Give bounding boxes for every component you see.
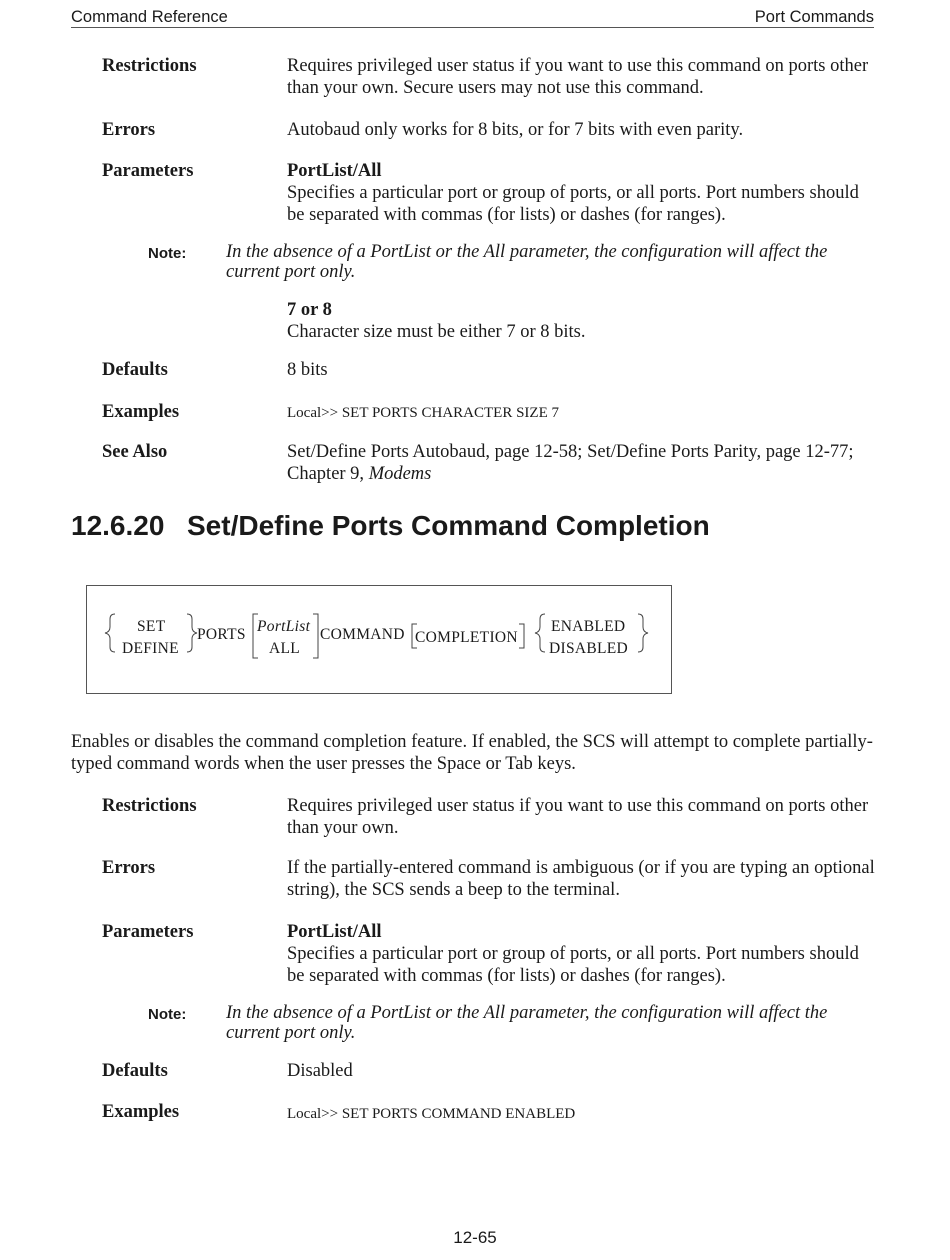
parameter-name: 7 or 8	[287, 300, 332, 320]
syntax-completion: COMPLETION	[415, 629, 518, 646]
section-heading	[71, 510, 710, 542]
parameter-description: Specifies a particular port or group of ports, or all ports. Port numbers should be separated with commas (for lists) or dashes (for ranges).	[287, 944, 859, 986]
see-also-references: Set/Define Ports Autobaud, page 12-58; Set/Define Ports Parity, page 12-77; Chapter 9,	[287, 442, 854, 484]
right-brace	[638, 614, 648, 652]
section-description: Enables or disables the command completion feature. If enabled, the SCS will attempt to complete partially-typed command words when the user presses the Space or Tab keys.	[71, 732, 873, 774]
see-also-chapter-title: Modems	[368, 464, 432, 484]
section-number: 12.6.20	[71, 510, 165, 541]
restrictions-text: Requires privileged user status if you want to use this command on ports other than your own.	[287, 796, 869, 838]
examples-label: Examples	[102, 1102, 180, 1122]
errors-label: Errors	[102, 120, 156, 140]
parameter-name: PortList/All	[287, 161, 382, 181]
right-bracket	[313, 614, 318, 658]
restrictions-label: Restrictions	[102, 796, 197, 816]
example-command: Local>> SET PORTS CHARACTER SIZE 7	[287, 405, 559, 421]
syntax-command: COMMAND	[320, 626, 405, 643]
parameter-name: PortList/All	[287, 922, 382, 942]
defaults-text: 8 bits	[287, 360, 328, 380]
examples-label: Examples	[102, 402, 180, 422]
parameter-description: Character size must be either 7 or 8 bits.	[287, 322, 586, 342]
syntax-define: DEFINE	[122, 640, 179, 657]
see-also-label: See Also	[102, 442, 168, 462]
right-bracket	[519, 624, 524, 648]
parameter-description: Specifies a particular port or group of ports, or all ports. Port numbers should be separated with commas (for lists) or dashes (for ranges).	[287, 183, 859, 225]
see-also-text	[287, 441, 877, 485]
syntax-portlist: PortList	[257, 618, 311, 635]
errors-text: Autobaud only works for 8 bits, or for 7 bits with even parity.	[287, 120, 744, 140]
syntax-set: SET	[137, 618, 166, 635]
parameters-label: Parameters	[102, 161, 194, 181]
errors-label: Errors	[102, 858, 156, 878]
parameters-label: Parameters	[102, 922, 194, 942]
parameter-char-size	[287, 299, 877, 343]
syntax-disabled: DISABLED	[549, 640, 629, 657]
syntax-all: ALL	[269, 640, 301, 657]
restrictions-label: Restrictions	[102, 56, 197, 76]
example-command: Local>> SET PORTS COMMAND ENABLED	[287, 1106, 576, 1122]
defaults-label: Defaults	[102, 360, 168, 380]
note-label: Note:	[148, 245, 187, 262]
note-text: In the absence of a PortList or the All parameter, the configuration will affect the current port only.	[226, 242, 828, 282]
defaults-label: Defaults	[102, 1061, 168, 1081]
right-brace	[187, 614, 197, 652]
syntax-ports: PORTS	[197, 626, 246, 643]
parameter-portlist	[287, 921, 877, 987]
running-header-right: Port Commands	[754, 8, 874, 26]
running-header-left: Command Reference	[71, 8, 228, 26]
left-brace	[535, 614, 545, 652]
section-title: Set/Define Ports Command Completion	[187, 510, 710, 541]
errors-text: If the partially-entered command is ambiguous (or if you are typing an optional string), the SCS sends a beep to the terminal.	[287, 858, 875, 900]
page-number: 12-65	[453, 1228, 497, 1247]
left-brace	[105, 614, 115, 652]
note-text: In the absence of a PortList or the All parameter, the configuration will affect the current port only.	[226, 1003, 828, 1043]
parameter-portlist	[287, 160, 877, 226]
note-label: Note:	[148, 1006, 187, 1023]
restrictions-text: Requires privileged user status if you want to use this command on ports other than your own. Secure users may not use this command.	[287, 56, 869, 98]
header-rule	[71, 27, 874, 28]
syntax-diagram	[86, 585, 672, 694]
syntax-enabled: ENABLED	[551, 618, 626, 635]
defaults-text: Disabled	[287, 1061, 353, 1081]
